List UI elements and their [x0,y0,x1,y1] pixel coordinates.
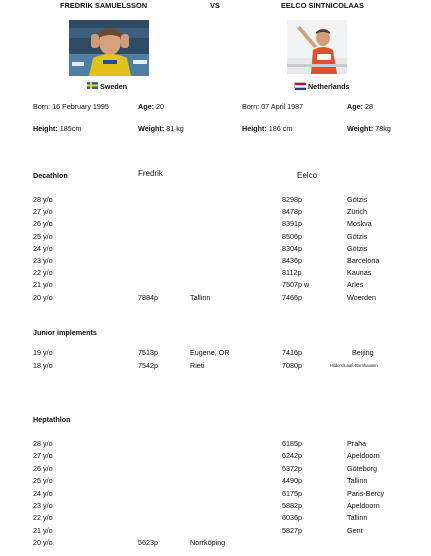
born-label: Born: [33,102,51,111]
eelco-place-cell: Arles [347,280,364,290]
athlete1-country: Sweden [100,82,128,91]
athlete2-born-value: 07 April 1987 [261,102,304,111]
athlete1-height [33,125,81,132]
eelco-score-cell: 8298p [282,195,302,204]
fredrik-score-cell: 5623p [138,538,158,548]
age-label: Age: [347,102,363,111]
age-cell: 24 y/o [33,488,53,498]
eelco-score-cell: 4490p [282,476,302,486]
eelco-place-cell: Kaunas [347,268,372,278]
age-cell: 24 y/o [33,243,53,253]
sweden-flag-icon [87,82,98,89]
athlete2-photo [287,20,347,74]
athlete2-height-value: 186 cm [268,124,293,133]
eelco-score-cell: 6175p [282,488,302,498]
eelco-place-cell: Apeldoorn [347,501,380,510]
fredrik-place-cell: Tallinn [190,292,211,302]
age-cell: 28 y/o [33,439,53,448]
age-cell: 25 y/o [33,231,53,241]
eelco-place-cell: Gent [347,525,363,535]
eelco-place-cell: Beijing [352,348,374,357]
eelco-score-cell: 6036p [282,513,302,523]
eelco-score-cell: 8112p [282,268,302,278]
eelco-place-cell: Göteborg [347,463,377,473]
eelco-place-cell: Moskva [347,219,372,229]
athlete2-weight [347,125,391,132]
eelco-score-cell: 7080p [282,360,302,370]
fredrik-score-cell: 7513p [138,348,158,357]
decathlon-title: Decathlon [33,171,68,180]
eelco-place-cell: Barcelona [347,256,380,265]
eelco-score-cell: 8304p [282,243,302,253]
eelco-score-cell: 6372p [282,463,302,473]
athlete1-born [33,103,109,110]
eelco-score-cell: 8478p [282,207,302,217]
athlete1-weight [138,125,184,132]
junior-implements-title: Junior implements [33,328,97,337]
athlete2-weight-value: 78kg [375,124,391,133]
heptathlon-title: Heptathlon [33,415,71,424]
eelco-place-cell: Paris-Bercy [347,488,385,498]
eelco-score-cell: 8391p [282,219,302,229]
age-cell: 27 y/o [33,451,53,461]
age-label: Age: [138,102,154,111]
versus-label: VS [210,1,220,10]
eelco-place-cell: Götzis [347,195,368,204]
eelco-score-cell: 8436p [282,256,302,265]
height-label: Height: [242,124,267,133]
eelco-score-cell: 7507p w [282,280,310,290]
athlete1-weight-value: 81 kg [166,124,184,133]
athlete1-born-value: 16 February 1995 [52,102,109,111]
column-header-fredrik: Fredrik [138,169,163,178]
athlete2-name: EELCO SINTNICOLAAS [281,1,364,10]
age-cell: 22 y/o [33,513,53,523]
age-cell: 27 y/o [33,207,53,217]
age-cell: 22 y/o [33,268,53,278]
eelco-place-cell: Apeldoorn [347,451,380,461]
athlete1-height-value: 185cm [59,124,82,133]
athlete1-age-value: 20 [155,102,164,111]
age-cell: 25 y/o [33,476,53,486]
eelco-score-cell: 5882p [282,501,302,510]
column-header-eelco: Eelco [297,171,318,180]
eelco-score-cell: 6242p [282,451,302,461]
athlete2-age-value: 28 [364,102,373,111]
athlete2-height [242,125,292,132]
age-cell: 26 y/o [33,463,53,473]
athlete1-name: FREDRIK SAMUELSSON [60,1,148,10]
height-label: Height: [33,124,58,133]
fredrik-score-cell: 7542p [138,360,158,370]
athlete2-country: Netherlands [308,82,350,91]
age-cell: 18 y/o [33,360,53,370]
eelco-place-cell: Hilders/Laaß-Bornhausen [330,362,378,368]
weight-label: Weight: [138,124,165,133]
age-cell: 23 y/o [33,256,53,265]
athlete2-born [242,103,303,110]
age-cell: 21 y/o [33,525,53,535]
age-cell: 20 y/o [33,538,53,548]
eelco-place-cell: Götzis [347,231,368,241]
eelco-place-cell: Zürich [347,207,367,217]
weight-label: Weight: [347,124,374,133]
eelco-score-cell: 7416p [282,348,302,357]
fredrik-place-cell: Eugene, OR [190,348,230,357]
netherlands-flag-icon [294,82,305,89]
athlete1-photo [69,20,149,76]
eelco-score-cell: 7466p [282,292,302,302]
athlete2-age [347,103,373,110]
eelco-place-cell: Götzis [347,243,368,253]
age-cell: 21 y/o [33,280,53,290]
eelco-score-cell: 5827p [282,525,302,535]
eelco-score-cell: 6185p [282,439,302,448]
age-cell: 20 y/o [33,292,53,302]
eelco-place-cell: Praha [347,439,367,448]
fredrik-score-cell: 7884p [138,292,158,302]
age-cell: 28 y/o [33,195,53,204]
eelco-place-cell: Tallinn [347,513,368,523]
born-label: Born: [242,102,260,111]
athlete1-age [138,103,164,110]
fredrik-place-cell: Rieti [190,360,205,370]
eelco-score-cell: 8506p [282,231,302,241]
eelco-place-cell: Woerden [347,292,377,302]
age-cell: 23 y/o [33,501,53,510]
age-cell: 19 y/o [33,348,53,357]
eelco-place-cell: Tallinn [347,476,368,486]
fredrik-place-cell: Norrköping [190,538,226,548]
age-cell: 26 y/o [33,219,53,229]
